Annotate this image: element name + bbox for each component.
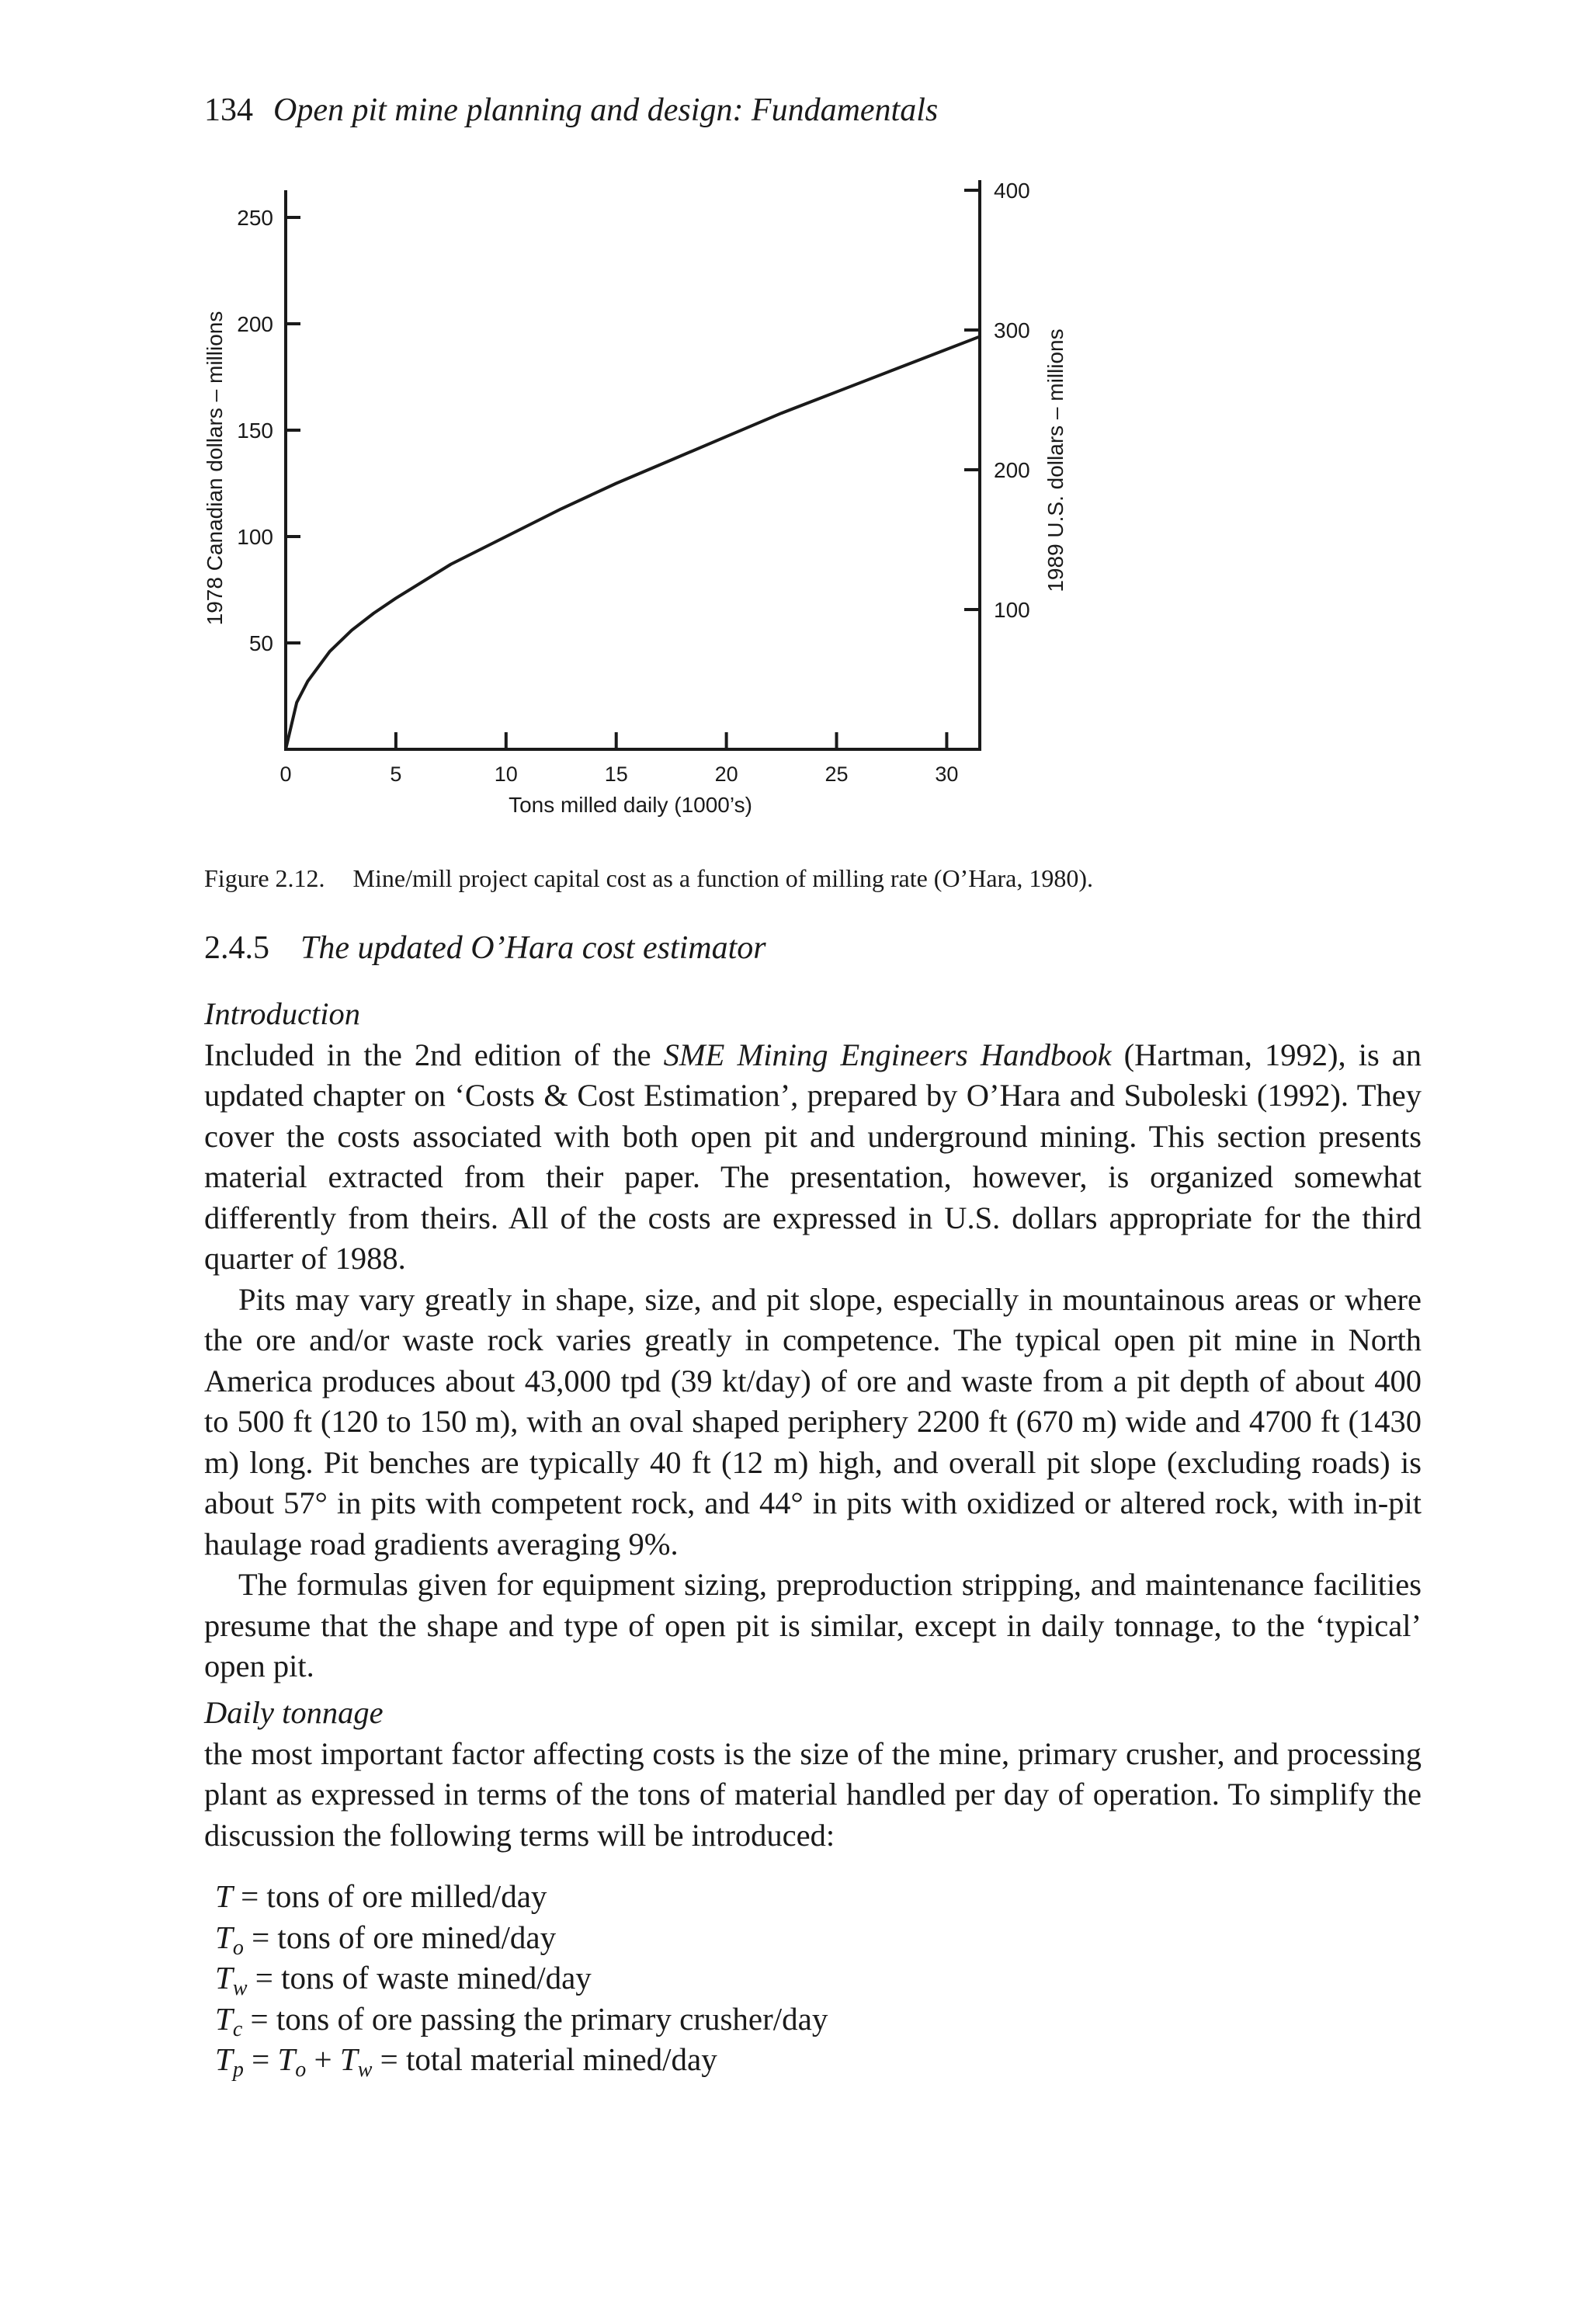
- term-definitions: [215, 1876, 828, 2080]
- x-tick-label: 10: [494, 763, 518, 786]
- x-tick-label: 0: [279, 763, 292, 786]
- x-tick-label: 15: [604, 763, 628, 786]
- x-tick-label: 30: [935, 763, 959, 786]
- y-tick-label: 100: [237, 525, 273, 549]
- term-tp-subscript: p: [232, 2058, 244, 2082]
- y-tick-label: 150: [237, 419, 273, 443]
- term-tw: [215, 1958, 828, 1999]
- term-tp: [215, 2039, 828, 2080]
- page-number: 134: [204, 92, 253, 128]
- term-to: [215, 1917, 828, 1958]
- intro-block: [204, 994, 1422, 1687]
- daily-tonnage-block: [204, 1693, 1422, 1856]
- handbook-title: SME Mining Engineers Handbook: [663, 1037, 1112, 1072]
- chart-ticks: [286, 190, 980, 749]
- series-line: [286, 336, 980, 749]
- term-tc-text: = tons of ore passing the primary crusher/day: [242, 2000, 828, 2037]
- term-tp-text: = total material mined/day: [372, 2041, 717, 2077]
- term-tw-text: = tons of waste mined/day: [247, 1960, 592, 1996]
- y-tick-label: 50: [248, 631, 273, 655]
- intro-paragraph-1: [204, 1035, 1422, 1280]
- daily-tonnage-heading: Daily tonnage: [204, 1695, 384, 1730]
- intro-paragraph-3: The formulas given for equipment sizing, preproduction stripping, and maintenance facilities presume that the shape and type of open pit is similar, except in daily tonnage, to the ‘typical’ open pit.: [204, 1567, 1422, 1683]
- section-number: 2.4.5: [204, 930, 269, 966]
- chart-labels: [203, 179, 1068, 817]
- term-tp-equals: =: [243, 2041, 278, 2077]
- y-axis-label: 1978 Canadian dollars – millions: [203, 311, 227, 626]
- y2-tick-label: 100: [994, 598, 1030, 622]
- term-t-symbol: T: [215, 1878, 233, 1914]
- term-tp-subscript-3: w: [357, 2058, 373, 2082]
- section-title: The updated O’Hara cost estimator: [300, 930, 766, 966]
- term-to-text: = tons of ore mined/day: [243, 1919, 557, 1955]
- term-tp-plus: +: [306, 2041, 340, 2077]
- intro-heading: Introduction: [204, 996, 360, 1031]
- term-tp-subscript-2: o: [295, 2058, 307, 2082]
- y2-axis-label: 1989 U.S. dollars – millions: [1043, 328, 1068, 592]
- term-to-subscript: o: [232, 1935, 244, 1960]
- figure-caption: [204, 864, 1093, 893]
- chart-series: [286, 336, 980, 749]
- y-tick-label: 250: [237, 206, 273, 230]
- intro-p1-text-a: Included in the 2nd edition of the: [204, 1037, 664, 1072]
- term-tc-subscript: c: [232, 2017, 243, 2041]
- chart-axes: [284, 180, 981, 749]
- term-t-text: = tons of ore milled/day: [232, 1878, 547, 1914]
- x-tick-label: 25: [825, 763, 849, 786]
- section-heading: [204, 929, 766, 967]
- term-tp-symbol-2: T: [277, 2041, 296, 2077]
- intro-p1-text-c: (Hartman, 1992), is an updated chapter on ‘Costs & Cost Estimation’, prepared by O’Hara and Suboleski (1992). They cover the costs associated with both open pit and underground mining. This section presents material extracted from their paper. The presentation, however, is organized somewhat differently from theirs. All of the costs are expressed in U.S. dollars appropriate for the third quarter of 1988.: [204, 1037, 1422, 1276]
- intro-paragraph-2: Pits may vary greatly in shape, size, and pit slope, especially in mountainous areas or where the ore and/or waste rock varies greatly in competence. The typical open pit mine in North America produces about 43,000 tpd (39 kt/day) of ore and waste from a pit depth of about 400 to 500 ft (120 to 150 m), with an oval shaped periphery 2200 ft (670 m) wide and 4700 ft (1430 m) long. Pit benches are typically 40 ft (12 m) high, and overall pit slope (excluding roads) is about 57° in pits with competent rock, and 44° in pits with oxidized or altered rock, with in-pit haulage road gradients averaging 9%.: [204, 1281, 1422, 1561]
- daily-tonnage-paragraph: the most important factor affecting costs is the size of the mine, primary crusher, and processing plant as expressed in terms of the tons of material handled per day of operation. To simplify the discussion the following terms will be introduced:: [204, 1735, 1422, 1853]
- capital-cost-chart: [0, 0, 1590, 839]
- figure-caption-text: Mine/mill project capital cost as a function of milling rate (O’Hara, 1980).: [352, 864, 1094, 892]
- y-tick-label: 200: [237, 312, 273, 336]
- y2-tick-label: 200: [994, 458, 1030, 482]
- x-axis-label: Tons milled daily (1000’s): [509, 793, 752, 817]
- x-tick-label: 20: [714, 763, 738, 786]
- y2-tick-label: 400: [994, 179, 1030, 203]
- term-tw-symbol: T: [215, 1960, 233, 1996]
- term-tp-symbol-3: T: [339, 2041, 358, 2077]
- term-tp-symbol: T: [215, 2041, 233, 2077]
- book-title: Open pit mine planning and design: Fundamentals: [273, 92, 939, 128]
- term-to-symbol: T: [215, 1919, 233, 1955]
- term-tw-subscript: w: [232, 1976, 248, 2000]
- term-t: [215, 1876, 828, 1917]
- figure-label: Figure 2.12.: [204, 864, 325, 892]
- term-tc-symbol: T: [215, 2000, 233, 2037]
- y2-tick-label: 300: [994, 318, 1030, 342]
- term-tc: [215, 1999, 828, 2040]
- x-tick-label: 5: [390, 763, 402, 786]
